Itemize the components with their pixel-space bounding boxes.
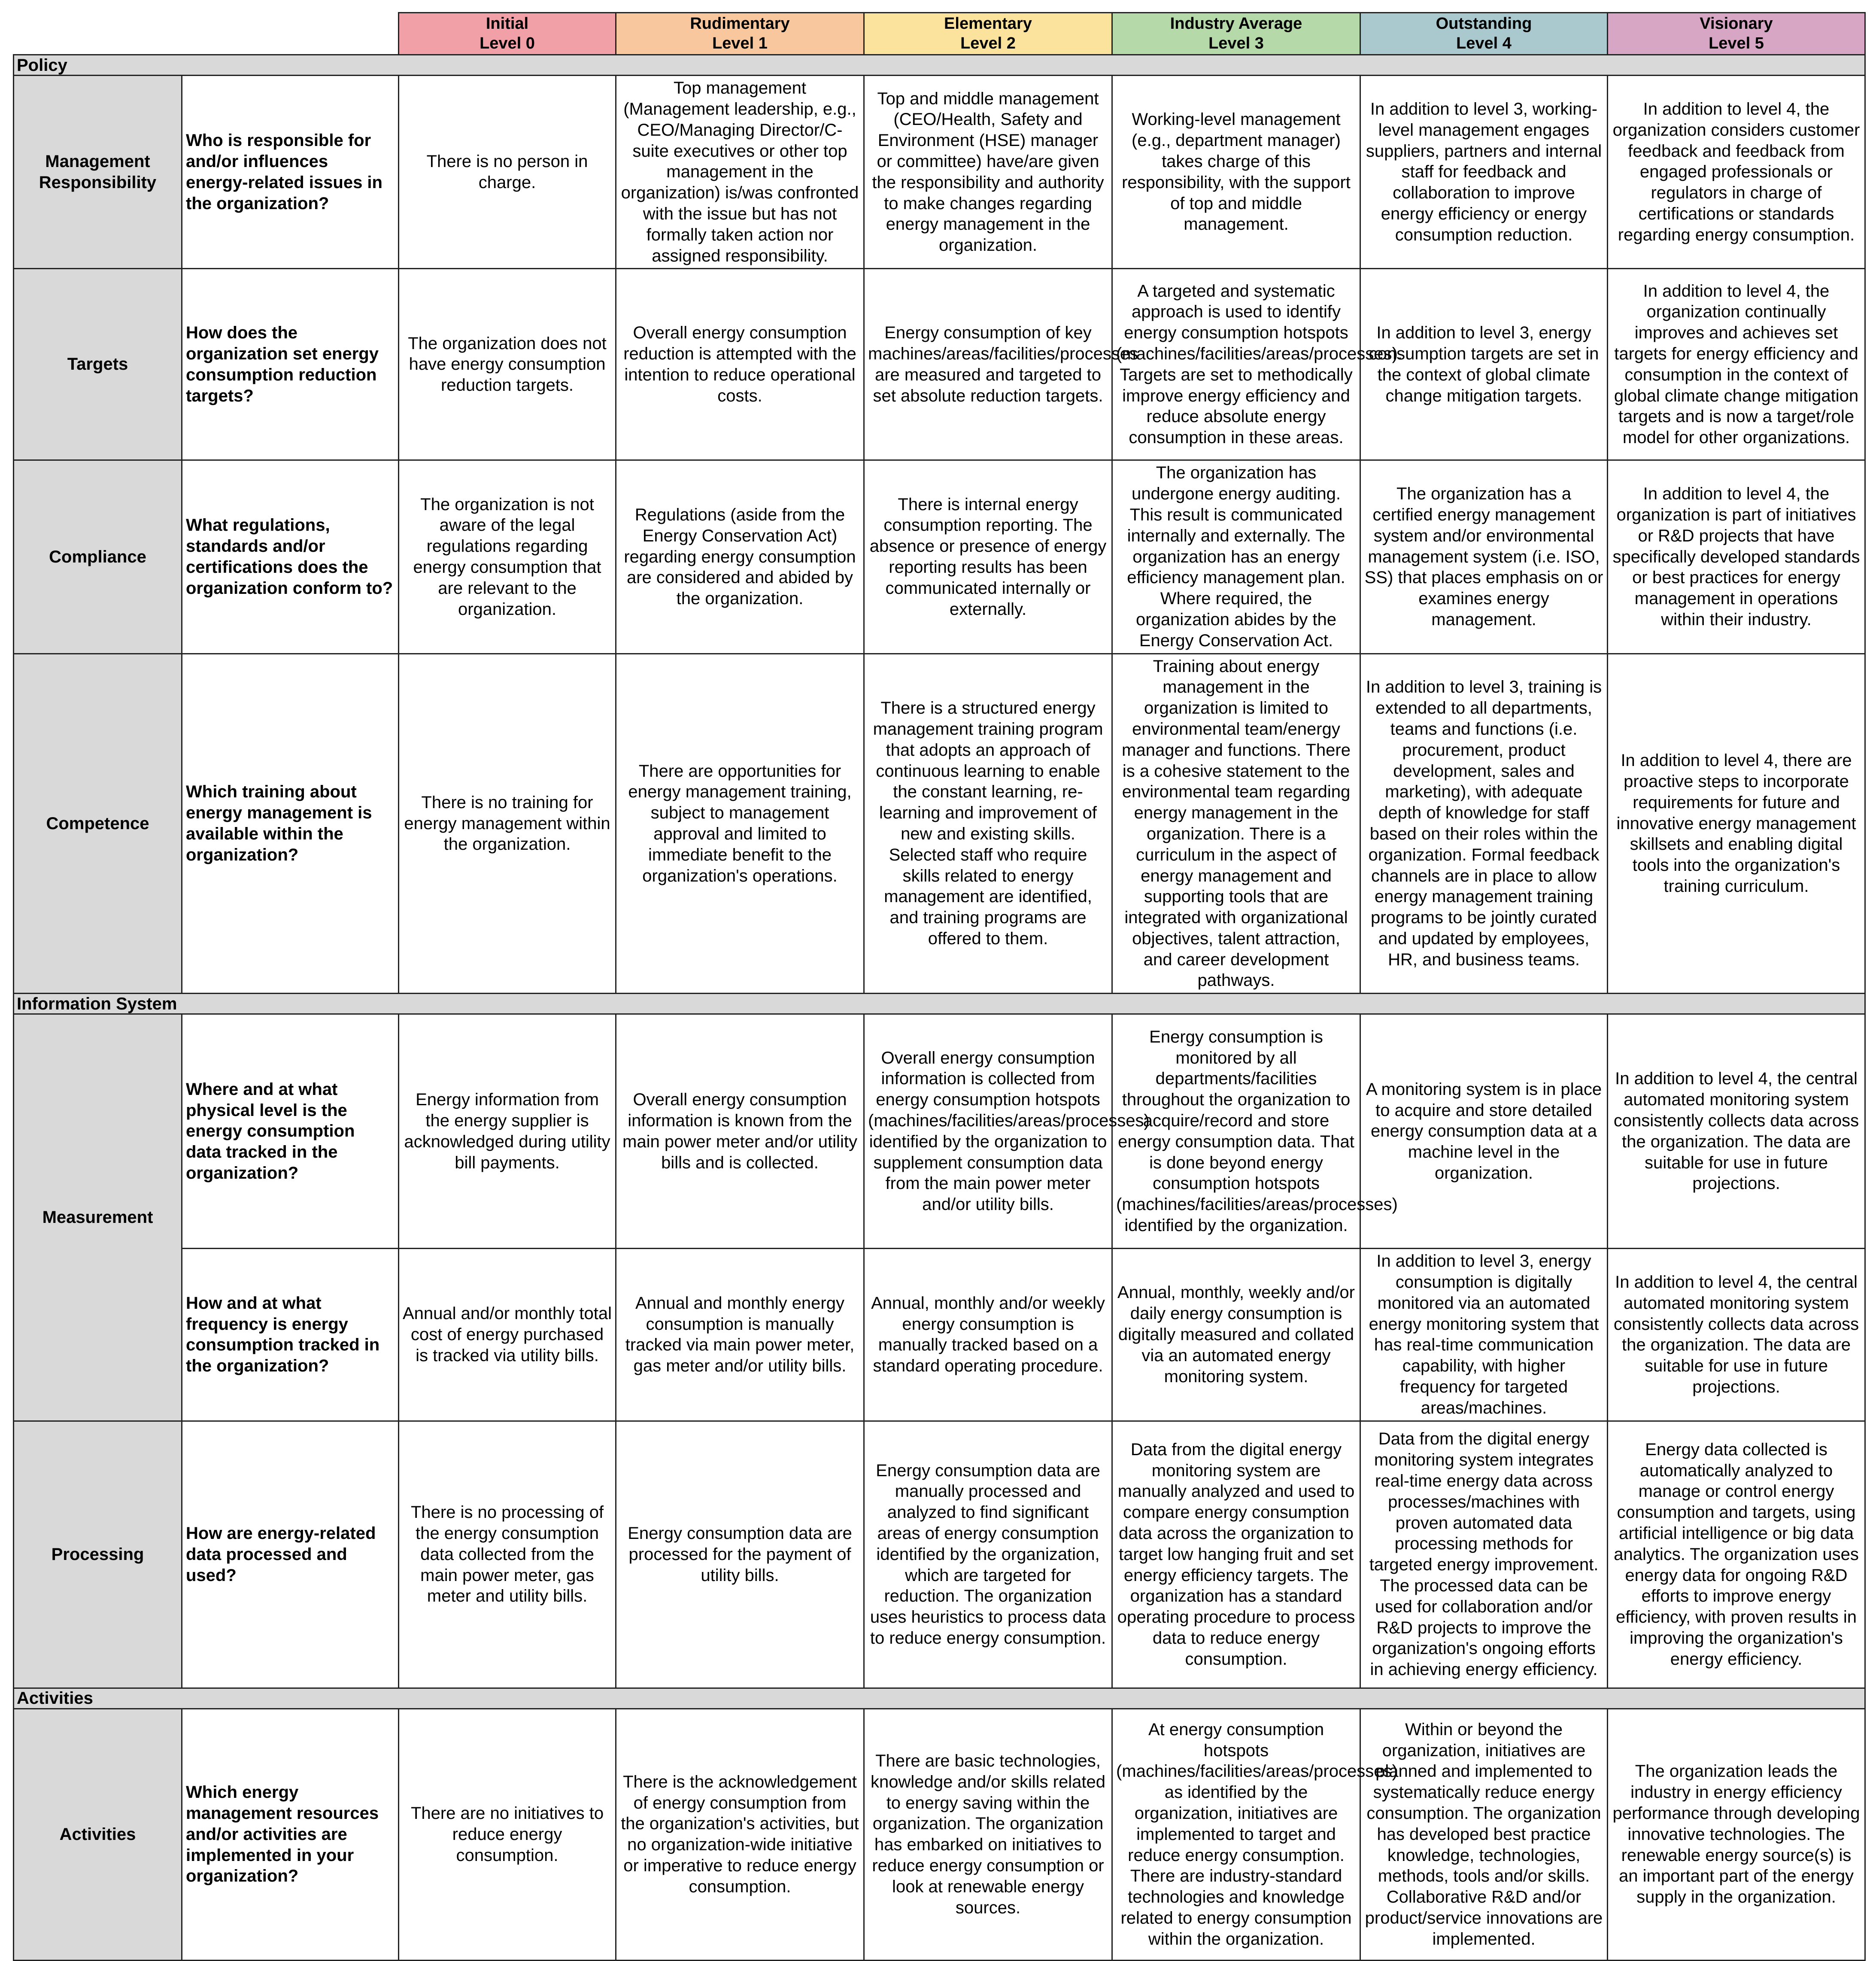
level-name: Industry Average [1170, 15, 1302, 33]
level-3-cell: Annual, monthly, weekly and/or daily energy consumption is digitally measured and collated via an automated energy monitoring system. [1112, 1249, 1360, 1421]
level-5-cell: Energy data collected is automatically analyzed to manage or control energy consumption and targets, using artificial intelligence or big data analytics. The organization uses energy data for ongoing R&D efforts to improve energy efficiency, with proven results in improving the organization's energy efficiency. [1608, 1421, 1865, 1688]
category-label: Targets [14, 269, 182, 460]
table-row [14, 1421, 1865, 1688]
level-5-cell: In addition to level 4, the organization is part of initiatives or R&D projects that have specifically developed standards or best practices for energy management in operations within their industry. [1608, 460, 1865, 654]
table-row [14, 269, 1865, 460]
level-0-cell: There is no person in charge. [399, 76, 616, 269]
level-3-cell: At energy consumption hotspots (machines/facilities/areas/processes) as identified by the organization, initiatives are implemented to target and reduce energy consumption. There are industry-standard technologies and knowledge related to energy consumption within the organization. [1112, 1709, 1360, 1960]
level-3-cell: Data from the digital energy monitoring system are manually analyzed and used to compare energy consumption data across the organization to target low hanging fruit and set energy efficiency targets. The organization has a standard operating procedure to process data to reduce energy consumption. [1112, 1421, 1360, 1688]
section-row-policy [14, 55, 1865, 76]
question-cell: How are energy-related data processed and used? [182, 1421, 399, 1688]
level-5-cell: In addition to level 4, the central automated monitoring system consistently collects data across the organization. The data are suitable for use in future projections. [1608, 1249, 1865, 1421]
level-2-cell: Annual, monthly and/or weekly energy consumption is manually tracked based on a standard operating procedure. [864, 1249, 1112, 1421]
level-5-cell: The organization leads the industry in energy efficiency performance through developing innovative technologies. The renewable energy source(s) is an important part of the energy supply in the organization. [1608, 1709, 1865, 1960]
level-5-cell: In addition to level 4, there are proactive steps to incorporate requirements for future and innovative energy management skillsets and enabling digital tools into the organization's training curriculum. [1608, 654, 1865, 994]
level-2-cell: Energy consumption of key machines/areas/facilities/processes are measured and targeted to set absolute reduction targets. [864, 269, 1112, 460]
level-4-cell: In addition to level 3, energy consumption is digitally monitored via an automated energy monitoring system that has real-time communication capability, with higher frequency for targeted areas/machines. [1360, 1249, 1608, 1421]
level-1-cell: There are opportunities for energy management training, subject to management approval and limited to immediate benefit to the organization's operations. [616, 654, 864, 994]
level-4-cell: Within or beyond the organization, initiatives are planned and implemented to systematically reduce energy consumption. The organization has developed best practice knowledge, technologies, methods, tools and/or skills. Collaborative R&D and/or product/service innovations are implemented. [1360, 1709, 1608, 1960]
level-0-cell: There is no training for energy management within the organization. [399, 654, 616, 994]
level-2-cell: Energy consumption data are manually processed and analyzed to find significant areas of energy consumption identified by the organization, which are targeted for reduction. The organization uses heuristics to process data to reduce energy consumption. [864, 1421, 1112, 1688]
level-3-cell: The organization has undergone energy auditing. This result is communicated internally and externally. The organization has an energy efficiency management plan. Where required, the organization abides by the Energy Conservation Act. [1112, 460, 1360, 654]
level-header-3 [1112, 13, 1360, 55]
category-label: Compliance [14, 460, 182, 654]
question-cell: Who is responsible for and/or influences energy-related issues in the organization? [182, 76, 399, 269]
level-name: Visionary [1700, 15, 1773, 33]
table-row [14, 654, 1865, 994]
level-0-cell: The organization does not have energy consumption reduction targets. [399, 269, 616, 460]
question-cell: Which training about energy management is available within the organization? [182, 654, 399, 994]
level-name: Initial [486, 15, 529, 33]
level-3-cell: Working-level management (e.g., department manager) takes charge of this responsibility, with the support of top and middle management. [1112, 76, 1360, 269]
level-number: Level 4 [1456, 34, 1512, 52]
category-label: Measurement [14, 1014, 182, 1421]
category-label: Activities [14, 1709, 182, 1960]
question-cell: Where and at what physical level is the energy consumption data tracked in the organization? [182, 1014, 399, 1249]
level-3-cell: A targeted and systematic approach is used to identify energy consumption hotspots (machines/facilities/areas/processes). Targets are set to methodically improve energy efficiency and reduce absolute energy consumption in these areas. [1112, 269, 1360, 460]
level-1-cell: Energy consumption data are processed for the payment of utility bills. [616, 1421, 864, 1688]
category-label: Competence [14, 654, 182, 994]
level-5-cell: In addition to level 4, the organization considers customer feedback and feedback from engaged professionals or regulators in charge of certifications or standards regarding energy consumption. [1608, 76, 1865, 269]
level-number: Level 1 [712, 34, 768, 52]
table-row [14, 1709, 1865, 1960]
level-1-cell: Overall energy consumption reduction is attempted with the intention to reduce operational costs. [616, 269, 864, 460]
question-cell: Which energy management resources and/or activities are implemented in your organization? [182, 1709, 399, 1960]
energy-maturity-table [13, 12, 1866, 1961]
level-4-cell: In addition to level 3, training is extended to all departments, teams and functions (i.e. procurement, product development, sales and marketing), with adequate depth of knowledge for staff based on their roles within the organization. Formal feedback channels are in place to allow energy management training programs to be jointly curated and updated by employees, HR, and business teams. [1360, 654, 1608, 994]
level-header-row [14, 13, 1865, 55]
section-row-activities [14, 1688, 1865, 1709]
level-header-4 [1360, 13, 1608, 55]
level-1-cell: There is the acknowledgement of energy consumption from the organization's activities, but no organization-wide initiative or imperative to reduce energy consumption. [616, 1709, 864, 1960]
level-2-cell: There is a structured energy management training program that adopts an approach of continuous learning to enable the constant learning, re-learning and improvement of new and existing skills. Selected staff who require skills related to energy management are identified, and training programs are offered to them. [864, 654, 1112, 994]
level-3-cell: Energy consumption is monitored by all departments/facilities throughout the organization to acquire/record and store energy consumption data. That is done beyond energy consumption hotspots (machines/facilities/areas/processes) identified by the organization. [1112, 1014, 1360, 1249]
level-name: Outstanding [1436, 15, 1532, 33]
level-2-cell: Overall energy consumption information is collected from energy consumption hotspots (machines/facilities/areas/processes) identified by the organization to supplement consumption data from the main power meter and/or utility bills. [864, 1014, 1112, 1249]
category-label: Management Responsibility [14, 76, 182, 269]
question-cell: What regulations, standards and/or certifications does the organization conform to? [182, 460, 399, 654]
level-5-cell: In addition to level 4, the central automated monitoring system consistently collects data across the organization. The data are suitable for use in future projections. [1608, 1014, 1865, 1249]
level-4-cell: In addition to level 3, working-level management engages suppliers, partners and internal staff for feedback and collaboration to improve energy efficiency or energy consumption reduction. [1360, 76, 1608, 269]
table-row [14, 1014, 1865, 1249]
level-4-cell: A monitoring system is in place to acquire and store detailed energy consumption data at a machine level in the organization. [1360, 1014, 1608, 1249]
level-2-cell: There is internal energy consumption reporting. The absence or presence of energy reporting results has been communicated internally or externally. [864, 460, 1112, 654]
level-name: Rudimentary [690, 15, 790, 33]
question-cell: How does the organization set energy consumption reduction targets? [182, 269, 399, 460]
section-row-information-system [14, 994, 1865, 1014]
table-row [14, 460, 1865, 654]
section-label: Activities [14, 1688, 1865, 1709]
table-row [14, 76, 1865, 269]
level-4-cell: In addition to level 3, energy consumption targets are set in the context of global climate change mitigation targets. [1360, 269, 1608, 460]
category-label: Processing [14, 1421, 182, 1688]
level-0-cell: Annual and/or monthly total cost of energy purchased is tracked via utility bills. [399, 1249, 616, 1421]
level-1-cell: Overall energy consumption information is known from the main power meter and/or utility bills and is collected. [616, 1014, 864, 1249]
level-1-cell: Regulations (aside from the Energy Conservation Act) regarding energy consumption are considered and abided by the organization. [616, 460, 864, 654]
level-0-cell: There are no initiatives to reduce energy consumption. [399, 1709, 616, 1960]
level-header-2 [864, 13, 1112, 55]
level-2-cell: Top and middle management (CEO/Health, Safety and Environment (HSE) manager or committee) have/are given the responsibility and authority to make changes regarding energy management in the organization. [864, 76, 1112, 269]
level-4-cell: Data from the digital energy monitoring system integrates real-time energy data across processes/machines with proven automated data processing methods for targeted energy improvement. The processed data can be used for collaboration and/or R&D projects to improve the organization's ongoing efforts in achieving energy efficiency. [1360, 1421, 1608, 1688]
level-header-5 [1608, 13, 1865, 55]
header-spacer [14, 13, 399, 55]
section-label: Information System [14, 994, 1865, 1014]
level-header-1 [616, 13, 864, 55]
level-0-cell: Energy information from the energy supplier is acknowledged during utility bill payments. [399, 1014, 616, 1249]
level-name: Elementary [944, 15, 1032, 33]
table-row [14, 1249, 1865, 1421]
level-1-cell: Annual and monthly energy consumption is manually tracked via main power meter, gas meter and/or utility bills. [616, 1249, 864, 1421]
level-3-cell: Training about energy management in the organization is limited to environmental team/energy manager and functions. There is a cohesive statement to the environmental team regarding energy management in the organization. There is a curriculum in the aspect of energy management and supporting tools that are integrated with organizational objectives, talent attraction, and career development pathways. [1112, 654, 1360, 994]
level-1-cell: Top management (Management leadership, e.g., CEO/Managing Director/C-suite executives or other top management in the organization) is/was confronted with the issue but has not formally taken action nor assigned responsibility. [616, 76, 864, 269]
level-0-cell: There is no processing of the energy consumption data collected from the main power meter, gas meter and utility bills. [399, 1421, 616, 1688]
level-5-cell: In addition to level 4, the organization continually improves and achieves set targets for energy efficiency and consumption in the context of global climate change mitigation targets and is now a target/role model for other organizations. [1608, 269, 1865, 460]
section-label: Policy [14, 55, 1865, 76]
level-number: Level 0 [480, 34, 535, 52]
level-header-0 [399, 13, 616, 55]
level-number: Level 2 [960, 34, 1016, 52]
question-cell: How and at what frequency is energy consumption tracked in the organization? [182, 1249, 399, 1421]
level-2-cell: There are basic technologies, knowledge and/or skills related to energy saving within the organization. The organization has embarked on initiatives to reduce energy consumption or look at renewable energy sources. [864, 1709, 1112, 1960]
level-4-cell: The organization has a certified energy management system and/or environmental management system (i.e. ISO, SS) that places emphasis on or examines energy management. [1360, 460, 1608, 654]
level-number: Level 5 [1709, 34, 1764, 52]
level-0-cell: The organization is not aware of the legal regulations regarding energy consumption that are relevant to the organization. [399, 460, 616, 654]
level-number: Level 3 [1208, 34, 1264, 52]
